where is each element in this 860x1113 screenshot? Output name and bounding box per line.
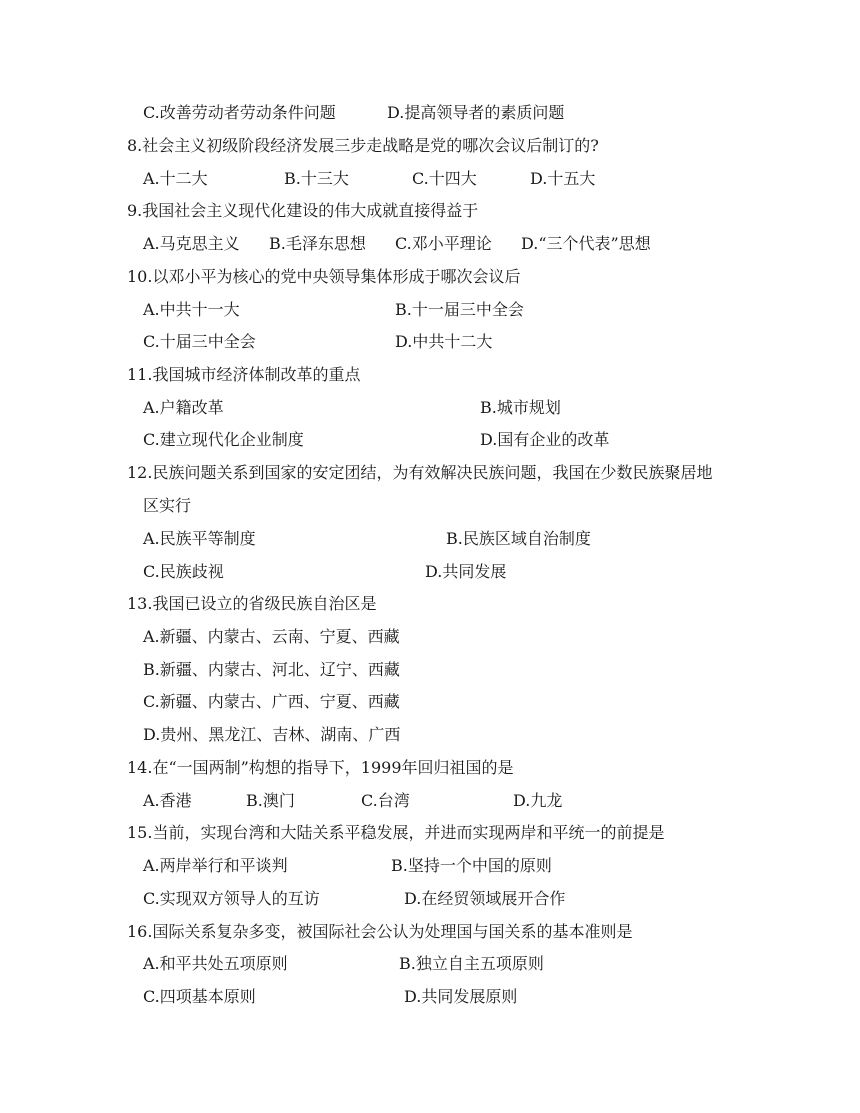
option-d: D.共同发展原则: [404, 987, 518, 1006]
option-b: B.十一届三中全会: [395, 300, 524, 319]
question-stem: 10.以邓小平为核心的党中央领导集体形成于哪次会议后: [127, 267, 521, 286]
option-d: D.中共十二大: [395, 332, 493, 351]
question-stem: 8.社会主义初级阶段经济发展三步走战略是党的哪次会议后制订的?: [127, 136, 599, 155]
option-d: D.共同发展: [425, 562, 507, 581]
question-stem: 15.当前，实现台湾和大陆关系平稳发展，并进而实现两岸和平统一的前提是: [127, 823, 665, 842]
option-c: C.邓小平理论: [395, 234, 492, 253]
option-b: B.澳门: [246, 791, 295, 810]
option-d: D.国有企业的改革: [480, 430, 610, 449]
question-stem-continuation: 区实行: [143, 496, 192, 515]
option-c: C.民族歧视: [143, 562, 224, 581]
option-a: A.和平共处五项原则: [143, 954, 288, 973]
option-b: B.民族区域自治制度: [446, 529, 591, 548]
question-stem: 12.民族问题关系到国家的安定团结，为有效解决民族问题，我国在少数民族聚居地: [127, 463, 713, 482]
option-b: B.独立自主五项原则: [399, 954, 544, 973]
question-stem: 13.我国已设立的省级民族自治区是: [127, 594, 377, 613]
question-stem: 16.国际关系复杂多变，被国际社会公认为处理国与国关系的基本准则是: [127, 922, 633, 941]
option-d: D.贵州、黑龙江、吉林、湖南、广西: [143, 725, 401, 744]
option-b: B.坚持一个中国的原则: [391, 856, 552, 875]
option-d: D.提高领导者的素质问题: [387, 103, 565, 122]
option-c: C.十四大: [412, 169, 477, 188]
option-d: D.十五大: [530, 169, 596, 188]
option-a: A.十二大: [143, 169, 208, 188]
option-a: A.马克思主义: [143, 234, 240, 253]
option-b: B.新疆、内蒙古、河北、辽宁、西藏: [143, 660, 400, 679]
option-d: D.“三个代表”思想: [521, 234, 651, 253]
option-b: B.毛泽东思想: [269, 234, 366, 253]
question-stem: 11.我国城市经济体制改革的重点: [127, 365, 361, 384]
question-stem: 14.在“一国两制”构想的指导下，1999年回归祖国的是: [127, 758, 514, 777]
option-d: D.九龙: [513, 791, 563, 810]
option-a: A.新疆、内蒙古、云南、宁夏、西藏: [143, 627, 400, 646]
option-c: C.四项基本原则: [143, 987, 256, 1006]
option-b: B.十三大: [284, 169, 349, 188]
option-a: A.香港: [143, 791, 192, 810]
option-a: A.民族平等制度: [143, 529, 256, 548]
option-a: A.两岸举行和平谈判: [143, 856, 288, 875]
question-stem: 9.我国社会主义现代化建设的伟大成就直接得益于: [127, 201, 479, 220]
option-d: D.在经贸领域展开合作: [404, 889, 566, 908]
option-c: C.改善劳动者劳动条件问题: [143, 103, 336, 122]
option-c: C.实现双方领导人的互访: [143, 889, 320, 908]
option-a: A.户籍改革: [143, 398, 224, 417]
option-c: C.建立现代化企业制度: [143, 430, 304, 449]
option-a: A.中共十一大: [143, 300, 240, 319]
option-b: B.城市规划: [480, 398, 561, 417]
option-c: C.台湾: [361, 791, 410, 810]
option-c: C.新疆、内蒙古、广西、宁夏、西藏: [143, 692, 400, 711]
option-c: C.十届三中全会: [143, 332, 256, 351]
